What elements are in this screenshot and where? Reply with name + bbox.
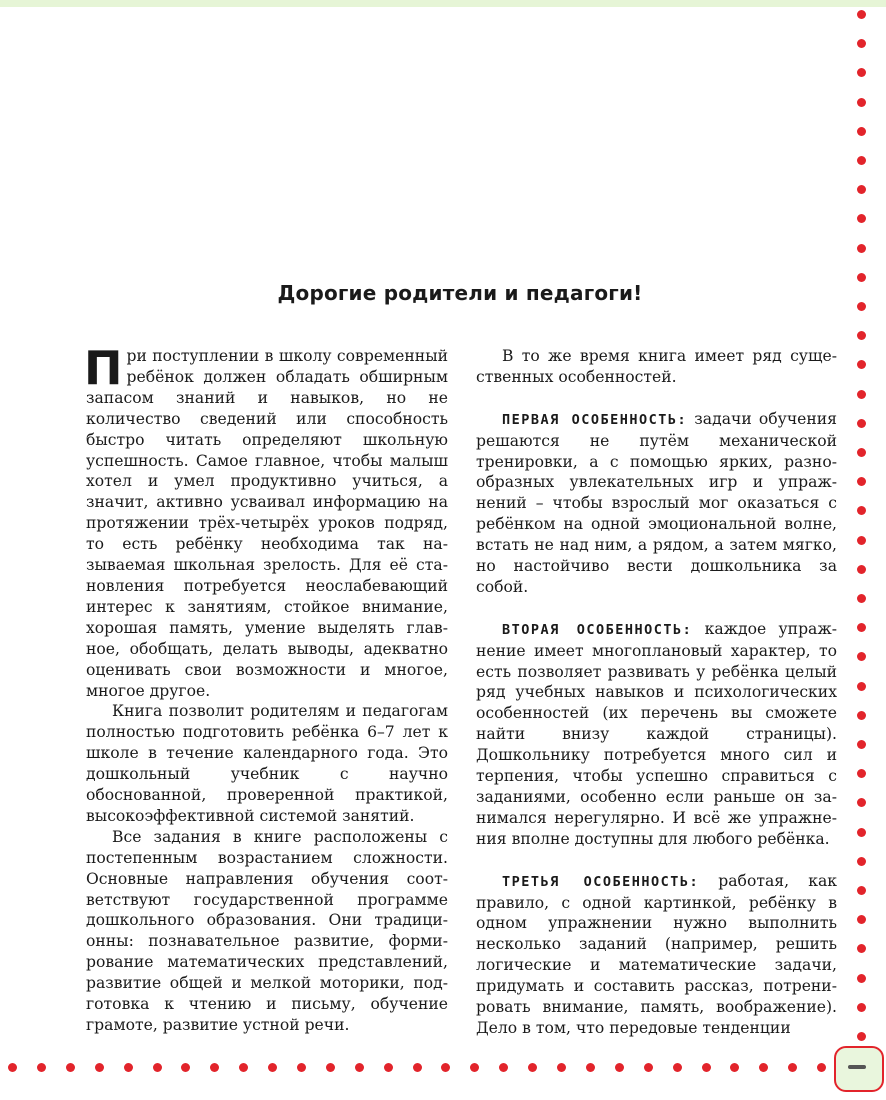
border-dot <box>857 828 866 837</box>
border-dot <box>759 1063 768 1072</box>
border-dot <box>857 1003 866 1012</box>
border-dot <box>210 1063 219 1072</box>
feature-one-label: ПЕРВАЯ ОСОБЕННОСТЬ: <box>502 411 688 428</box>
book-paragraph: Книга позволит родителям и педагогам полностью подготовить ребёнка 6–7 лет к школе в течение календарного года. Это дошкольный учебник с научно обоснованной, проверенной практикой, высокоэффективной системой занятий. <box>86 702 448 825</box>
border-dot <box>857 477 866 486</box>
border-dot <box>499 1063 508 1072</box>
border-dot <box>857 740 866 749</box>
border-dot <box>355 1063 364 1072</box>
page-corner-badge <box>834 1046 884 1092</box>
border-dot <box>857 448 866 457</box>
border-dot <box>857 360 866 369</box>
border-dot <box>528 1063 537 1072</box>
right-column <box>476 346 837 1039</box>
border-dot <box>857 244 866 253</box>
border-dot <box>857 10 866 19</box>
border-dot <box>788 1063 797 1072</box>
feature-three-text: работая, как правило, с одной картинкой, ребёнку в одном упражнении нужно выполнить несколько заданий (например, решить логические и математические задачи, придумать и составить рассказ, потренировать внимание, память, воображение). Дело в том, что передовые тенденции <box>476 871 837 1037</box>
features-intro: В то же время книга имеет ряд существенных особенностей. <box>476 347 837 386</box>
border-dot <box>37 1063 46 1072</box>
border-dot <box>857 769 866 778</box>
border-dot <box>857 594 866 603</box>
border-dot <box>857 886 866 895</box>
feature-two-text: каждое упражнение имеет многоплановый характер, то есть позволяет развивать у ребёнка целый ряд учебных навыков и психологических особенностей (их перечень вы сможете найти внизу каждой страницы). Дошкольнику потребуется много сил и терпения, чтобы успешно справиться с заданиями, особенно если раньше он занимался нерегулярно. И всё же упражнения вполне доступны для любого ребёнка. <box>476 619 837 848</box>
border-dot <box>857 711 866 720</box>
border-dot <box>124 1063 133 1072</box>
drop-cap: П <box>84 341 123 395</box>
border-dot <box>95 1063 104 1072</box>
border-dot <box>8 1063 17 1072</box>
border-dot <box>153 1063 162 1072</box>
border-dot <box>644 1063 653 1072</box>
border-dot <box>857 623 866 632</box>
border-dot <box>857 98 866 107</box>
left-column <box>84 341 448 1036</box>
border-dot <box>857 506 866 515</box>
border-dot <box>857 331 866 340</box>
border-dot <box>730 1063 739 1072</box>
border-dot <box>441 1063 450 1072</box>
feature-three <box>476 871 837 1039</box>
border-dot <box>857 1032 866 1041</box>
border-dot <box>702 1063 711 1072</box>
border-dot <box>586 1063 595 1072</box>
border-dot <box>857 915 866 924</box>
border-dot <box>857 536 866 545</box>
border-dot <box>297 1063 306 1072</box>
border-dot <box>857 185 866 194</box>
page-badge-mark <box>848 1065 866 1069</box>
border-dot <box>66 1063 75 1072</box>
feature-one-text: задачи обучения решаются не путём механической тренировки, а с помощью ярких, разнообразных увлекательных игр и упражнений – чтобы взрослый мог оказаться с ребёнком на одной эмоциональной волне, встать не над ним, а рядом, а затем мягко, но настойчиво вести дошкольника за собой. <box>476 409 837 596</box>
border-dot <box>857 68 866 77</box>
paragraph-text: ри поступлении в школу современный ребёнок должен обладать обширным запасом знаний и навыков, но не количество сведений или способность быстро читать определяют школьную успешность. Самое главное, чтобы малыш хотел и умел продуктивно учиться, а значит, активно усваивал информацию на протяжении трёх-четырёх уроков подряд, то есть ребёнку необходима так называемая школьная зрелость. Для её становления потребуется неослабевающий интерес к занятиям, стойкое внимание, хорошая память, умение выделять главное, обобщать, делать выводы, адекватно оценивать свои возможности и многое, многое другое. <box>86 347 448 700</box>
border-dot <box>557 1063 566 1072</box>
feature-three-label: ТРЕТЬЯ ОСОБЕННОСТЬ: <box>502 873 700 890</box>
border-dot <box>384 1063 393 1072</box>
border-dot <box>268 1063 277 1072</box>
border-dot <box>857 652 866 661</box>
border-dot <box>470 1063 479 1072</box>
intro-paragraph <box>84 341 448 701</box>
border-dot <box>857 214 866 223</box>
feature-two <box>476 619 837 850</box>
border-dot <box>857 682 866 691</box>
border-dot <box>239 1063 248 1072</box>
border-dot <box>857 419 866 428</box>
border-dot <box>615 1063 624 1072</box>
page-title: Дорогие родители и педагоги! <box>277 281 643 305</box>
border-dot <box>857 974 866 983</box>
border-dot <box>326 1063 335 1072</box>
border-dot <box>857 857 866 866</box>
border-dot <box>181 1063 190 1072</box>
border-dot <box>413 1063 422 1072</box>
feature-two-label: ВТОРАЯ ОСОБЕННОСТЬ: <box>502 621 693 638</box>
border-dot <box>857 944 866 953</box>
border-dot <box>857 127 866 136</box>
border-dot <box>817 1063 826 1072</box>
feature-one <box>476 409 837 598</box>
border-dot <box>857 156 866 165</box>
border-dot <box>857 798 866 807</box>
tasks-paragraph: Все задания в книге расположены с постепенным возрастанием сложности. Основные направления обучения соответствуют государственной программе дошкольного образования. Они традиционны: познавательное развитие, формирование математических представлений, развитие общей и мелкой моторики, подготовка к чтению и письму, обучение грамоте, развитие устной речи. <box>86 827 448 1034</box>
border-dot <box>857 39 866 48</box>
border-dot <box>857 390 866 399</box>
border-dot <box>857 565 866 574</box>
top-green-band <box>0 0 886 7</box>
border-dot <box>673 1063 682 1072</box>
